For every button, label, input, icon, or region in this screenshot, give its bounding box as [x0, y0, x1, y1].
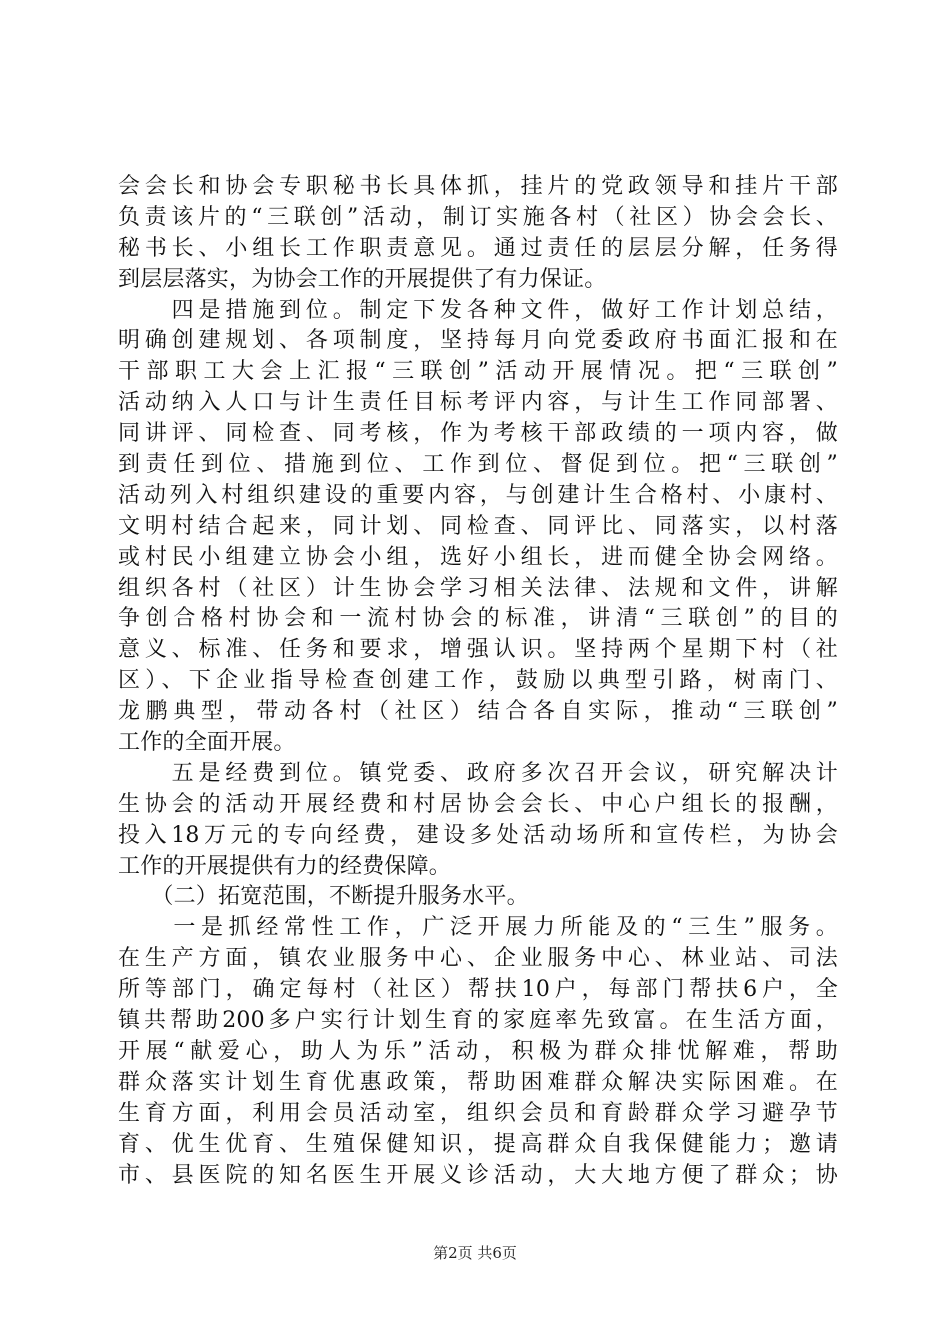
text-line: 干部职工大会上汇报“三联创”活动开展情况。把“三联创” — [118, 359, 838, 385]
text-line: 明确创建规划、各项制度，坚持每月向党委政府书面汇报和在 — [118, 328, 838, 354]
text-line: 市、县医院的知名医生开展义诊活动，大大地方便了群众；协 — [118, 1162, 838, 1188]
text-line: 到责任到位、措施到位、工作到位、督促到位。把“三联创” — [118, 452, 838, 478]
text-line: 开展“献爱心，助人为乐”活动，积极为群众排忧解难，帮助 — [118, 1038, 838, 1064]
text-line: 文明村结合起来，同计划、同检查、同评比、同落实，以村落 — [118, 513, 838, 539]
text-line: 投入18万元的专向经费，建设多处活动场所和宣传栏，为协会 — [118, 822, 838, 848]
text-line: 活动列入村组织建设的重要内容，与创建计生合格村、小康村、 — [118, 482, 838, 508]
document-body — [118, 172, 838, 1191]
text-line: 生协会的活动开展经费和村居协会会长、中心户组长的报酬， — [118, 791, 838, 817]
text-line: 在生产方面，镇农业服务中心、企业服务中心、林业站、司法 — [118, 946, 838, 972]
text-line: 工作的全面开展。 — [118, 730, 296, 756]
text-line: 五是经费到位。镇党委、政府多次召开会议，研究解决计 — [118, 760, 838, 786]
text-line: 育、优生优育、生殖保健知识，提高群众自我保健能力；邀请 — [118, 1131, 838, 1157]
text-line: 一是抓经常性工作，广泛开展力所能及的“三生”服务。 — [118, 915, 838, 941]
text-line: 意义、标准、任务和要求，增强认识。坚持两个星期下村（社 — [118, 637, 838, 663]
text-line: 活动纳入人口与计生责任目标考评内容，与计生工作同部署、 — [118, 390, 838, 416]
text-line: 同讲评、同检查、同考核，作为考核干部政绩的一项内容，做 — [118, 421, 838, 447]
text-line: 负责该片的“三联创”活动，制订实施各村（社区）协会会长、 — [118, 204, 838, 230]
text-line: 组织各村（社区）计生协会学习相关法律、法规和文件，讲解 — [118, 575, 838, 601]
text-line: 区）、下企业指导检查创建工作，鼓励以典型引路，树南门、 — [118, 668, 838, 694]
text-line: 龙鹏典型，带动各村（社区）结合各自实际，推动“三联创” — [118, 699, 838, 725]
text-line: 工作的开展提供有力的经费保障。 — [118, 853, 452, 879]
text-line: 生育方面，利用会员活动室，组织会员和育龄群众学习避孕节 — [118, 1100, 838, 1126]
text-line: 或村民小组建立协会小组，选好小组长，进而健全协会网络。 — [118, 544, 838, 570]
text-line: 秘书长、小组长工作职责意见。通过责任的层层分解，任务得 — [118, 235, 838, 261]
text-line: 四是措施到位。制定下发各种文件，做好工作计划总结， — [118, 297, 838, 323]
text-line: 群众落实计划生育优惠政策，帮助困难群众解决实际困难。在 — [118, 1069, 838, 1095]
text-line: （二）拓宽范围，不断提升服务水平。 — [118, 884, 529, 910]
text-line: 到层层落实，为协会工作的开展提供了有力保证。 — [118, 266, 607, 292]
text-line: 会会长和协会专职秘书长具体抓，挂片的党政领导和挂片干部 — [118, 174, 838, 199]
page-footer: 第2页 共6页 — [433, 1244, 517, 1262]
text-line: 所等部门，确定每村（社区）帮扶10户，每部门帮扶6户，全 — [118, 977, 838, 1003]
text-line: 镇共帮助200多户实行计划生育的家庭率先致富。在生活方面， — [118, 1008, 838, 1034]
text-line: 争创合格村协会和一流村协会的标准，讲清“三联创”的目的 — [118, 606, 838, 632]
